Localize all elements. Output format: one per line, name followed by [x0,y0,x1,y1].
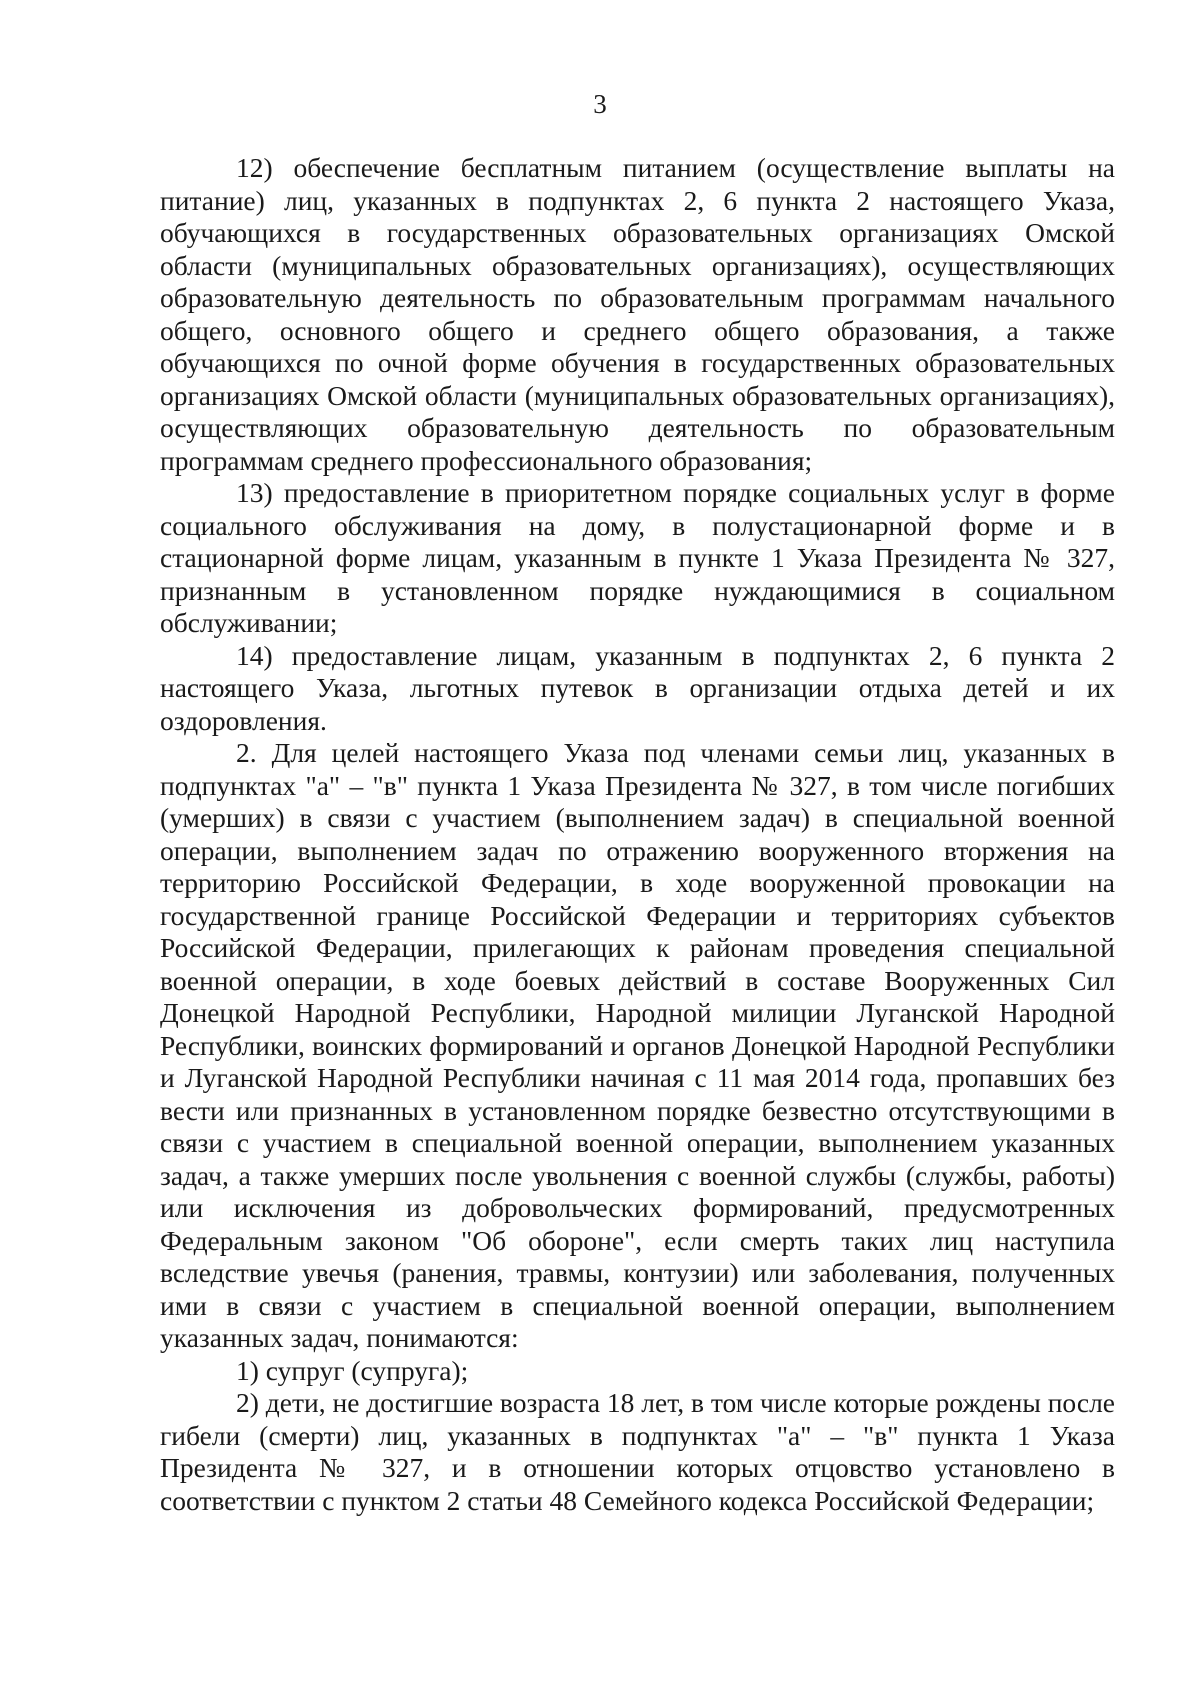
paragraph-subitem-1: 1) супруг (супруга); [236,1354,469,1386]
paragraph-item-12: 12) обеспечение бесплатным питанием (осуществление выплаты на питание) лиц, указанных в подпунктах 2, 6 пункта 2 настоящего Указа, обучающихся в государственных образовательных организациях Омской области (муниципальных образовательных организациях), осуществляющих образовательную деятельность по образовательным программам начального общего, основного общего и среднего общего образования, а также обучающихся по очной форме обучения в государственных образовательных организациях Омской области (муниципальных образовательных организациях), осуществляющих образовательную деятельность по образовательным программам среднего профессионального образования; [160,152,1115,476]
paragraph-item-14: 14) предоставление лицам, указанным в подпунктах 2, 6 пункта 2 настоящего Указа, льготных путевок в организации отдыха детей и их оздоровления. [160,639,1115,736]
document-body [160,152,1115,1517]
page-number: 3 [593,89,607,119]
paragraph-item-13: 13) предоставление в приоритетном порядке социальных услуг в форме социального обслуживания на дому, в полустационарной форме и в стационарной форме лицам, указанным в пункте 1 Указа Президента № 327, признанным в установленном порядке нуждающимися в социальном обслуживании; [160,477,1115,638]
paragraph-subitem-2: 2) дети, не достигшие возраста 18 лет, в том числе которые рождены после гибели (смерти) лиц, указанных в подпунктах "а" – "в" пункта 1 Указа Президента № 327, и в отношении которых отцовство установлено в соответствии с пунктом 2 статьи 48 Семейного кодекса Российской Федерации; [160,1387,1115,1516]
paragraph-section-2: 2. Для целей настоящего Указа под членами семьи лиц, указанных в подпунктах "а" – "в" пункта 1 Указа Президента № 327, в том числе погибших (умерших) в связи с участием (выполнением задач) в специальной военной операции, выполнением задач по отражению вооруженного вторжения на территорию Российской Федерации, в ходе вооруженной провокации на государственной границе Российской Федерации и территориях субъектов Российской Федерации, прилегающих к районам проведения специальной военной операции, в ходе боевых действий в составе Вооруженных Сил Донецкой Народной Республики, Народной милиции Луганской Народной Республики, воинских формирований и органов Донецкой Народной Республики и Луганской Народной Республики начиная с 11 мая 2014 года, пропавших без вести или признанных в установленном порядке безвестно отсутствующими в связи с участием в специальной военной операции, выполнением указанных задач, а также умерших после увольнения с военной службы (службы, работы) или исключения из добровольческих формирований, предусмотренных Федеральным законом "Об обороне", если смерть таких лиц наступила вследствие увечья (ранения, травмы, контузии) или заболевания, полученных ими в связи с участием в специальной военной операции, выполнением указанных задач, понимаются: [160,737,1115,1353]
